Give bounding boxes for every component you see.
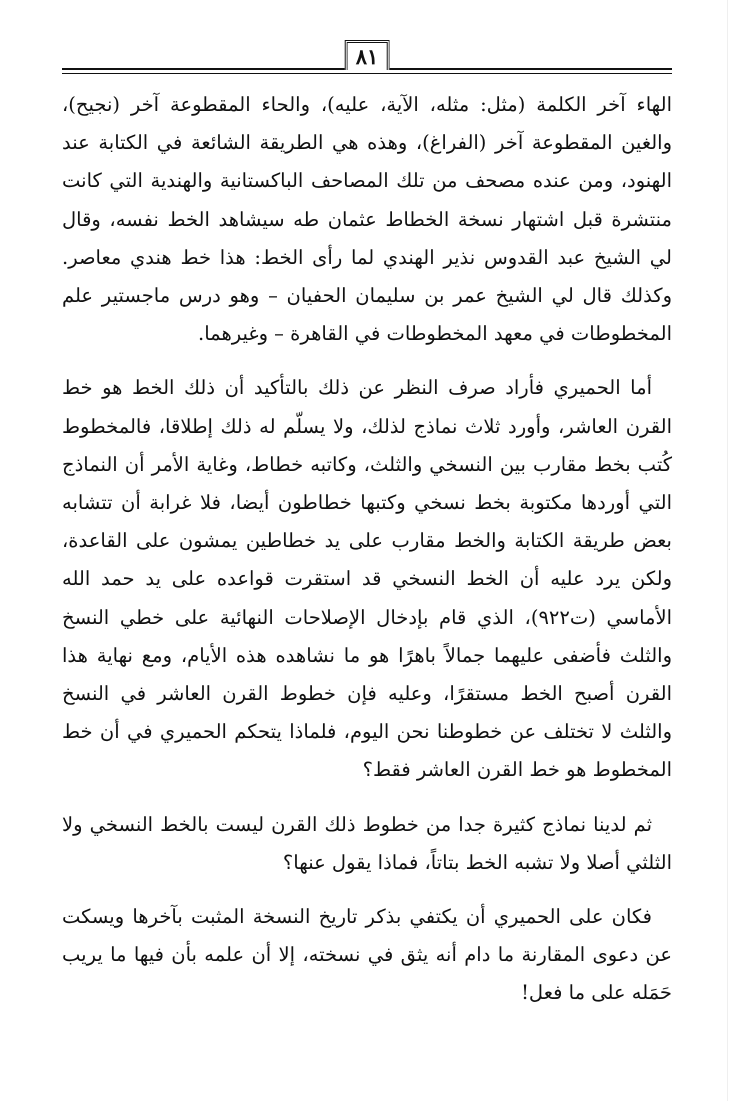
paragraph-3: ثم لدينا نماذج كثيرة جدا من خطوط ذلك القرن ليست بالخط النسخي ولا الثلثي أصلا ولا تشبه الخط بتاتاً، فماذا يقول عنها؟ bbox=[62, 812, 672, 874]
paragraph-1: الهاء آخر الكلمة (مثل: مثله، الآية، عليه)، والحاء المقطوعة آخر (نجيح)، والغين المقطوعة آخر (الفراغ)، وهذه هي الطريقة الشائعة في الكتابة عند الهنود، ومن عنده مصحف من تلك المصاحف الباكستانية والهندية التي كانت منتشرة قبل اشتهار نسخة الخطاط عثمان طه سيشاهد الخط نفسه، وقال لي الشيخ عبد القدوس نذير الهندي لما رأى الخط: هذا خط هندي معاصر. وكذلك قال لي الشيخ عمر بن سليمان الحفيان – وهو درس ماجستير علم المخطوطات في معهد المخطوطات في القاهرة – وغيرهما. bbox=[62, 93, 672, 346]
paragraph-2: أما الحميري فأراد صرف النظر عن ذلك بالتأكيد أن ذلك الخط هو خط القرن العاشر، وأورد ثلاث نماذج لذلك، ولا يسلّم له ذلك إطلاقا، فالمخطوط كُتب بخط مقارب بين النسخي والثلث، وكاتبه خطاط، وغاية الأمر أن النماذج التي أوردها مكتوبة بخط نسخي وكتبها خطاطون أيضا، فلا غرابة أن تتشابه بعض طريقة الكتابة والخط مقارب على يد خطاطين يمشون على القاعدة، ولكن يرد عليه أن الخط النسخي قد استقرت قواعده على يد حمد الله الأماسي (ت٩٢٢)، الذي قام بإدخال الإصلاحات النهائية على خطي النسخ والثلث فأضفى عليهما جمالاً باهرًا هو ما نشاهده هذه الأيام، ومع نهاية هذا القرن أصبح الخط مستقرًا، وعليه فإن خطوط القرن العاشر في النسخ والثلث لا تختلف عن خطوطنا نحن اليوم، فلماذا يتحكم الحميري في أن خط المخطوط هو خط القرن العاشر فقط؟ bbox=[62, 376, 672, 782]
page-body bbox=[62, 86, 672, 1029]
paragraph-4: فكان على الحميري أن يكتفي بذكر تاريخ النسخة المثبت بآخرها ويسكت عن دعوى المقارنة ما دام أنه يثق في نسخته، إلا أن علمه بأن فيها ما يريب حَمَله على ما فعل! bbox=[62, 905, 672, 1005]
page-header bbox=[62, 40, 672, 76]
page-edge-shadow bbox=[727, 0, 728, 1101]
header-rule-thin bbox=[62, 73, 672, 74]
page-number: ٨١ bbox=[345, 40, 390, 70]
